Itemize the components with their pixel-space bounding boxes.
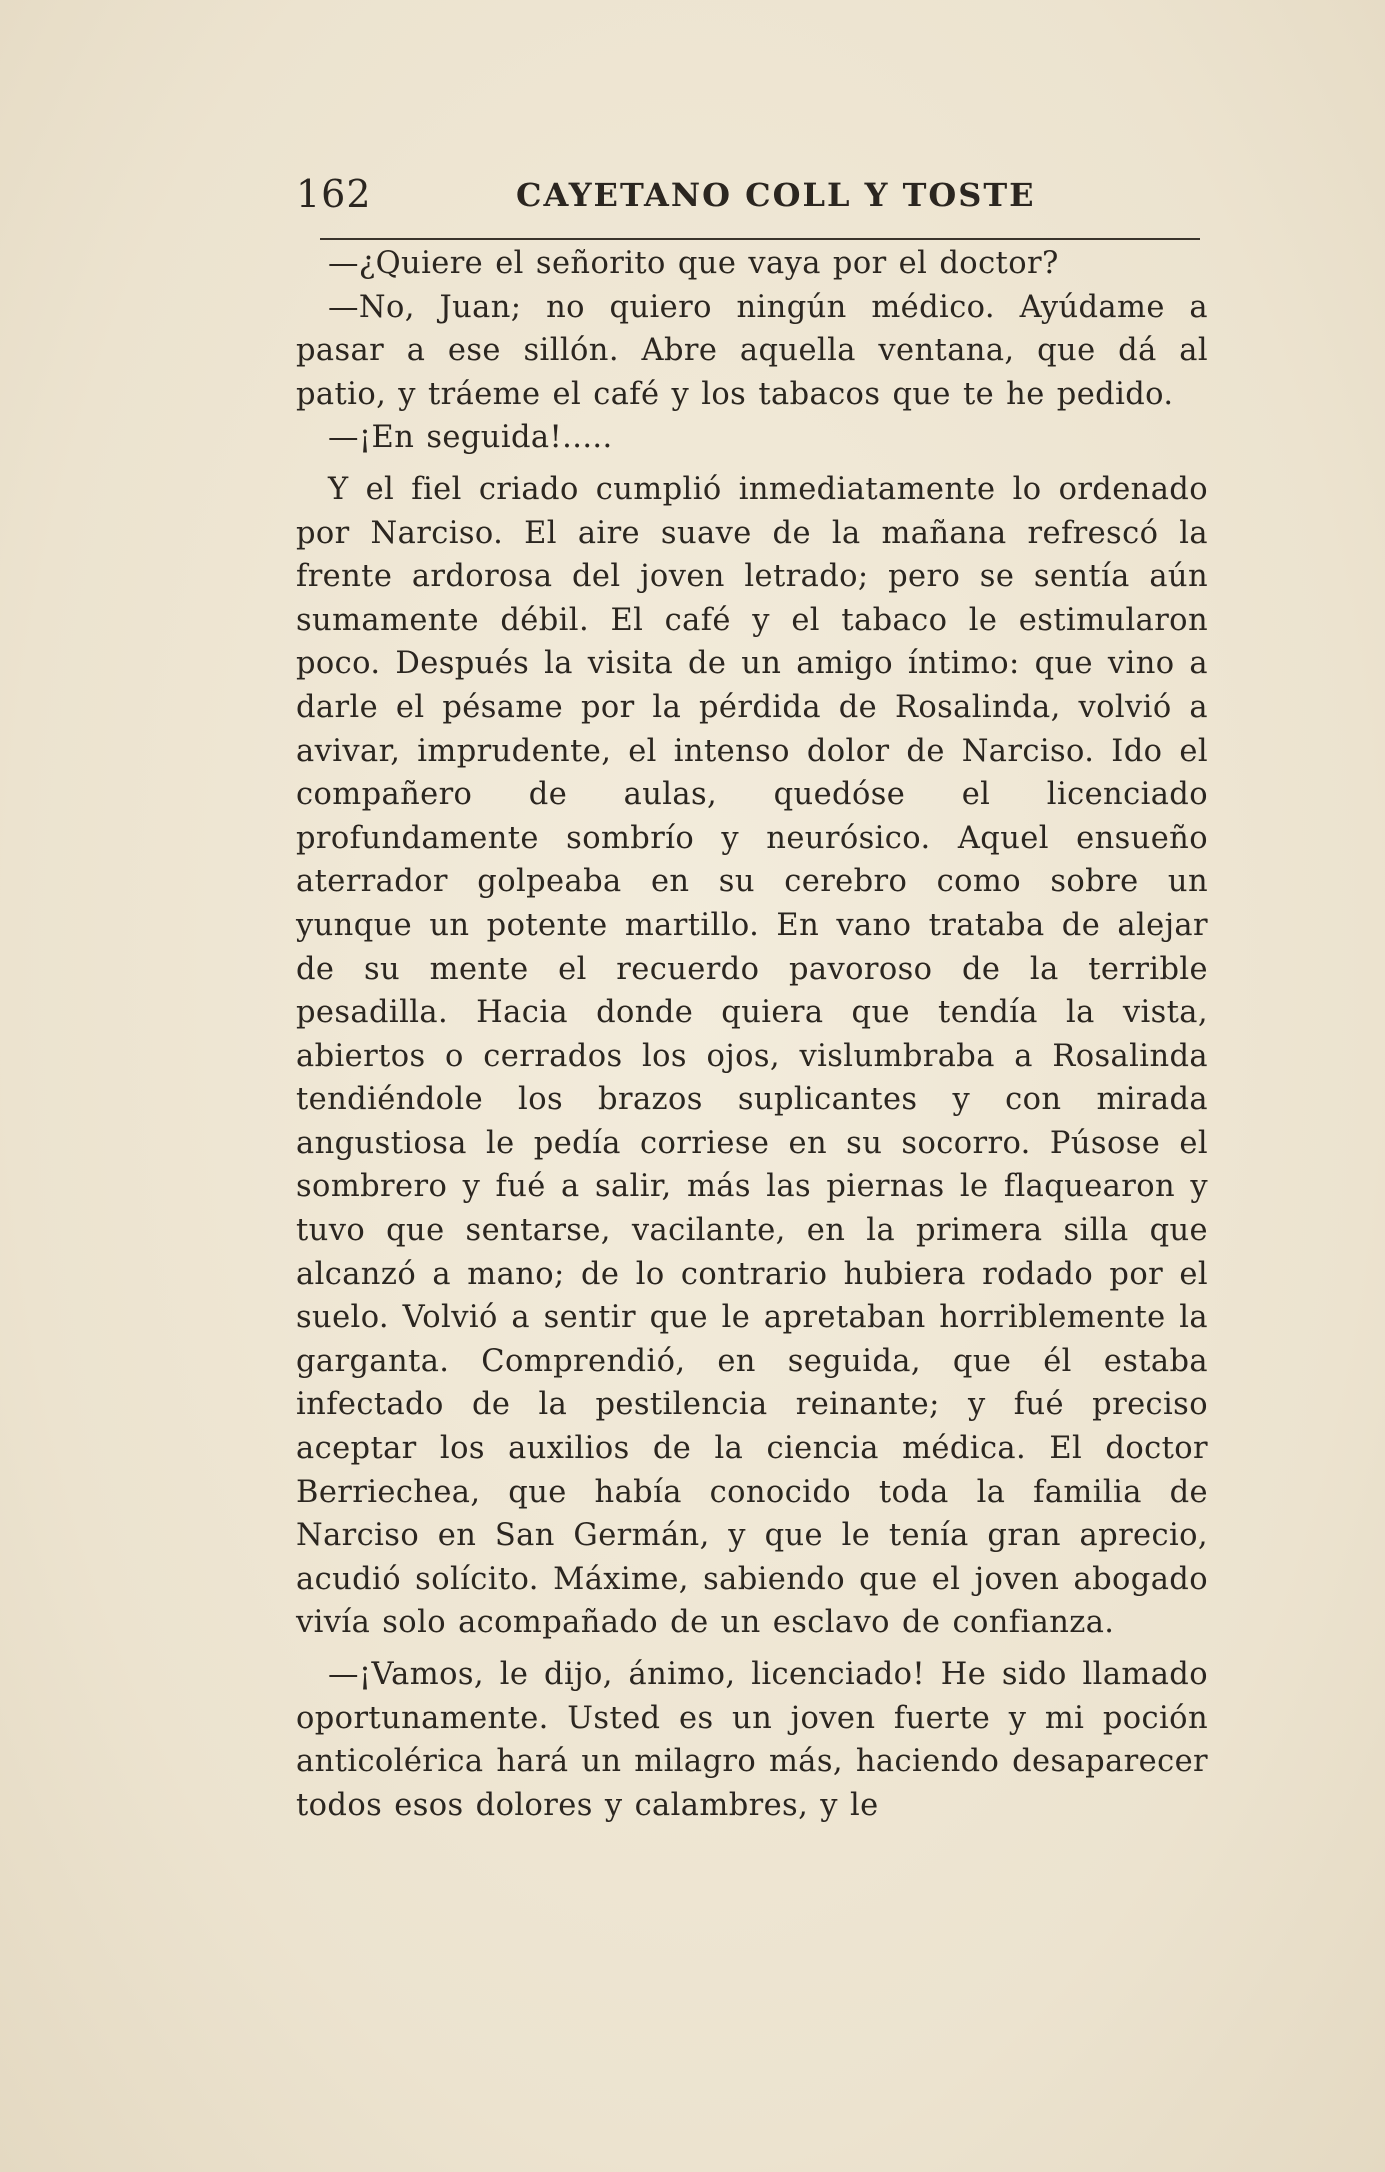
paragraph-dialog-2: —No, Juan; no quiero ningún médico. Ayúdame a pasar a ese sillón. Abre aquella ventana, que dá al patio, y tráeme el café y los tabacos que te he pedido. [296,289,1208,412]
body-text [296,242,1208,1827]
paragraph-dialog-4: —¡Vamos, le dijo, ánimo, licenciado! He sido llamado oportunamente. Usted es un joven fuerte y mi poción anticolérica hará un milagro más, haciendo desaparecer todos esos dolores y calambres, y le [296,1657,1208,1823]
paragraph-narration: Y el fiel criado cumplió inmediatamente lo ordenado por Narciso. El aire suave de la mañana refrescó la frente ardorosa del joven letrado; pero se sentía aún sumamente débil. El café y el tabaco le estimularon poco. Después la visita de un amigo íntimo: que vino a darle el pésame por la pérdida de Rosalinda, volvió a avivar, imprudente, el intenso dolor de Narciso. Ido el compañero de aulas, quedóse el licenciado profundamente sombrío y neurósico. Aquel ensueño aterrador golpeaba en su cerebro como sobre un yunque un potente martillo. En vano trataba de alejar de su mente el recuerdo pavoroso de la terrible pesadilla. Hacia donde quiera que tendía la vista, abiertos o cerrados los ojos, vislumbraba a Rosalinda tendiéndole los brazos suplicantes y con mirada angustiosa le pedía corriese en su socorro. Púsose el sombrero y fué a salir, más las piernas le flaquearon y tuvo que sentarse, vacilante, en la primera silla que alcanzó a mano; de lo contrario hubiera rodado por el suelo. Volvió a sentir que le apretaban horriblemente la garganta. Comprendió, en seguida, que él estaba infectado de la pestilencia reinante; y fué preciso aceptar los auxilios de la ciencia médica. El doctor Berriechea, que había conocido toda la familia de Narciso en San Germán, y que le tenía gran aprecio, acudió solícito. Máxime, sabiendo que el joven abogado vivía solo acompañado de un esclavo de confianza. [296,471,1208,1641]
page-header [296,172,1216,224]
running-title: CAYETANO COLL Y TOSTE [516,176,1036,214]
paragraph-dialog-1: —¿Quiere el señorito que vaya por el doctor? [328,246,1059,281]
page-number: 162 [296,172,372,216]
paragraph-dialog-3: —¡En seguida!..... [328,420,613,456]
header-rule [320,238,1200,240]
